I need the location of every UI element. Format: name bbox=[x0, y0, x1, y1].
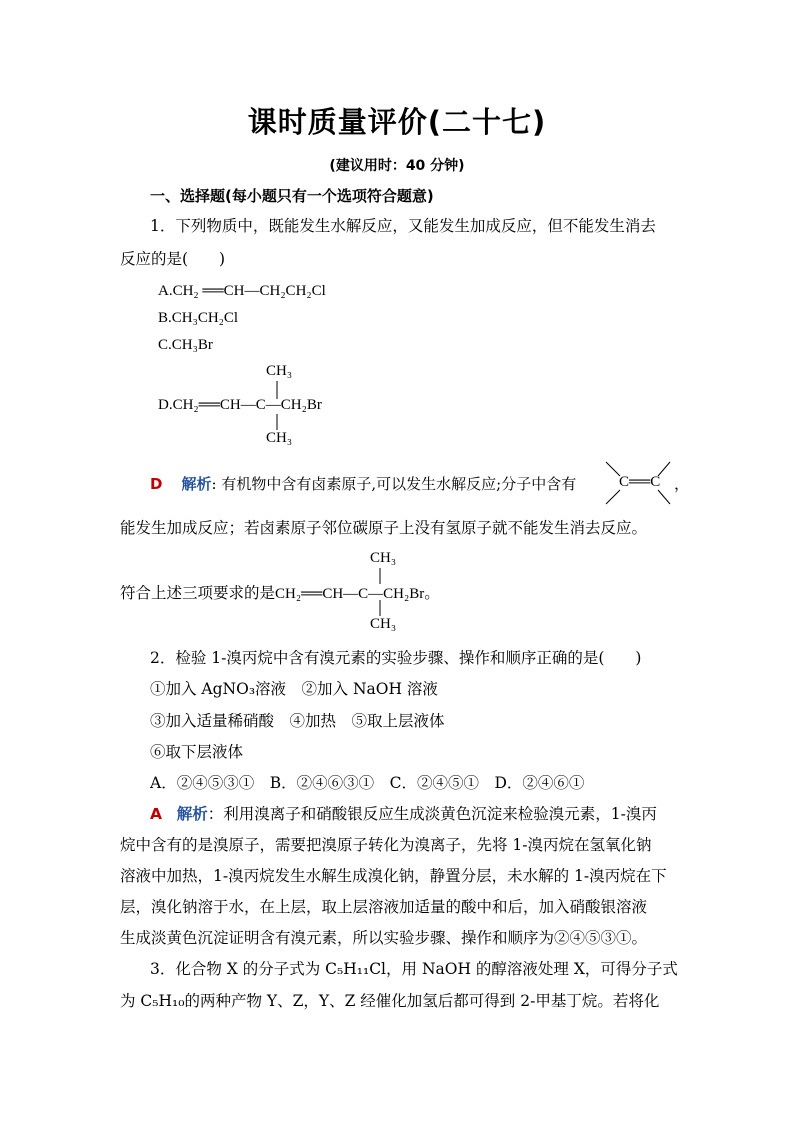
q2-jiexi-label: 解析 bbox=[176, 805, 208, 823]
q1-explanation-text: : 有机物中含有卤素原子,可以发生水解反应;分子中含有 bbox=[211, 475, 577, 493]
q2-explanation-line5: 生成淡黄色沉淀证明含有溴元素，所以实验步骤、操作和顺序为②④⑤③①。 bbox=[120, 929, 648, 947]
q1-explanation-comma: ， bbox=[674, 475, 690, 493]
q2-stem: 2．检验 1-溴丙烷中含有溴元素的实验步骤、操作和顺序正确的是( ) bbox=[150, 649, 642, 667]
q1-cc-double-bond: C══C bbox=[619, 474, 661, 490]
q1-answer: D bbox=[150, 475, 163, 493]
q1-option-d-top-methyl: CH₃ bbox=[266, 363, 293, 379]
q2-explanation-line1 bbox=[150, 804, 657, 824]
q1-explanation-formula: CH₂══CH—C—CH₂Br bbox=[275, 586, 425, 602]
q1-stem-line2: 反应的是( ) bbox=[120, 250, 226, 268]
page-title: 课时质量评价(二十七) bbox=[247, 105, 547, 139]
q1-option-b: B.CH₃CH₂Cl bbox=[158, 310, 239, 326]
q1-stem-line1: 1．下列物质中，既能发生水解反应，又能发生加成反应，但不能发生消去 bbox=[150, 217, 656, 235]
q2-answer: A bbox=[150, 805, 162, 823]
q1-explanation-line2: 能发生加成反应；若卤素原子邻位碳原子上没有氢原子就不能发生消去反应。 bbox=[120, 519, 648, 537]
q2-explanation-line3: 溶液中加热，1-溴丙烷发生水解生成溴化钠，静置分层，未水解的 1-溴丙烷在下 bbox=[120, 867, 667, 885]
q1-exp-bottom-methyl: CH₃ bbox=[370, 616, 397, 632]
q1-explanation-period: 。 bbox=[424, 584, 440, 602]
q1-explanation-line1 bbox=[150, 474, 576, 494]
q2-steps-line1: ①加入 AgNO₃溶液 ②加入 NaOH 溶液 bbox=[150, 680, 438, 698]
q1-option-d-bottom-methyl: CH₃ bbox=[266, 430, 293, 446]
q2-explanation-line4: 层，溴化钠溶于水，在上层，取上层溶液加适量的酸中和后，加入硝酸银溶液 bbox=[120, 898, 648, 916]
q1-explanation-line3 bbox=[120, 583, 440, 604]
q3-stem-line1: 3．化合物 X 的分子式为 C₅H₁₁Cl，用 NaOH 的醇溶液处理 X，可得分子式 bbox=[150, 960, 678, 978]
q1-exp-top-methyl: CH₃ bbox=[370, 550, 397, 566]
q3-stem-line2: 为 C₅H₁₀的两种产物 Y、Z，Y、Z 经催化加氢后都可得到 2-甲基丁烷。若将化 bbox=[120, 992, 660, 1010]
section-heading: 一、选择题(每小题只有一个选项符合题意) bbox=[150, 187, 434, 205]
q1-option-d: D.CH₂══CH—C—CH₂Br bbox=[158, 397, 322, 413]
q2-options: A．②④⑤③① B．②④⑥③① C．②④⑤① D．②④⑥① bbox=[150, 774, 585, 792]
q1-option-a: A.CH₂ ══CH—CH₂CH₂Cl bbox=[158, 283, 326, 299]
q2-steps-line3: ⑥取下层液体 bbox=[150, 743, 244, 761]
q2-explanation-text: ：利用溴离子和硝酸银反应生成淡黄色沉淀来检验溴元素，1-溴丙 bbox=[207, 805, 657, 823]
q2-explanation-line2: 烷中含有的是溴原子，需要把溴原子转化为溴离子，先将 1-溴丙烷在氢氧化钠 bbox=[120, 836, 652, 854]
time-suggestion: (建议用时：40 分钟) bbox=[329, 158, 465, 174]
q2-steps-line2: ③加入适量稀硝酸 ④加热 ⑤取上层液体 bbox=[150, 712, 445, 730]
q1-explanation-line3-text: 符合上述三项要求的是 bbox=[120, 584, 276, 602]
q1-option-c: C.CH₃Br bbox=[158, 337, 213, 353]
q1-jiexi-label: 解析 bbox=[181, 475, 212, 493]
